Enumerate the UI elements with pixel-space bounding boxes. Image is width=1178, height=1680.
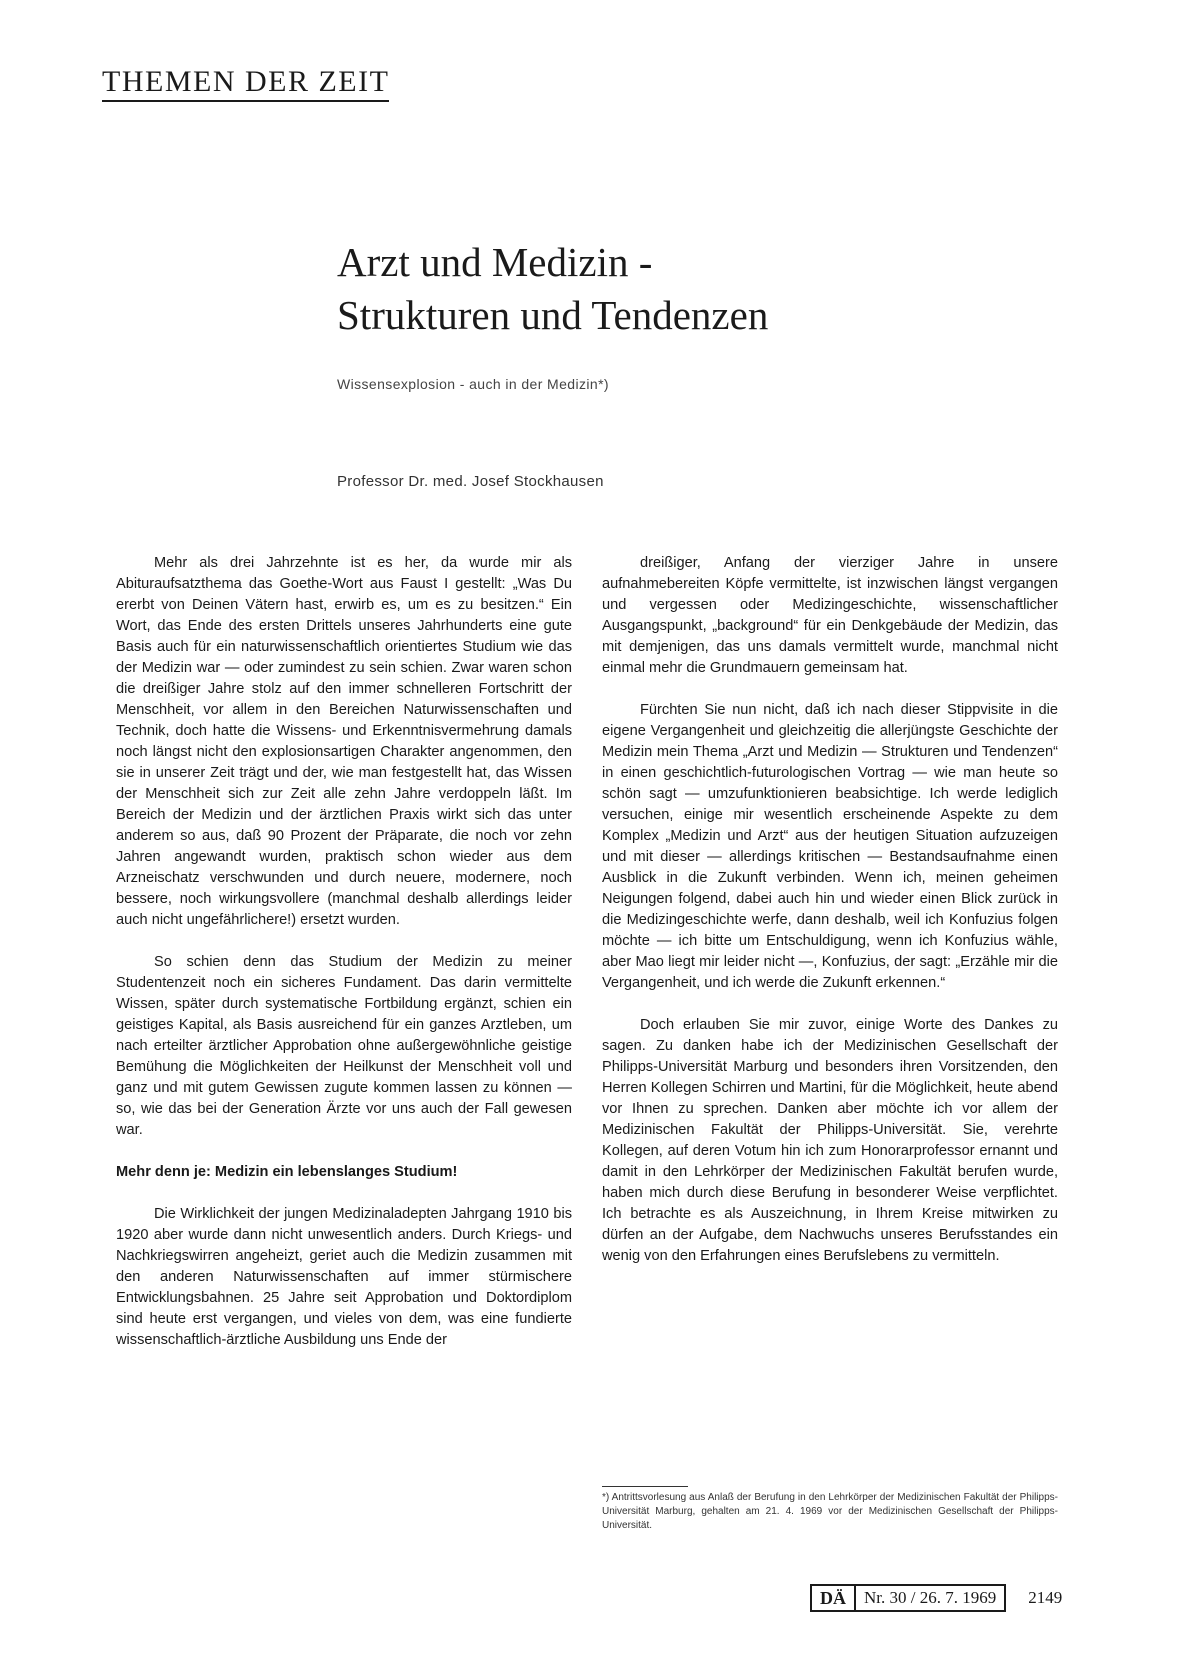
right-column (602, 553, 1058, 1288)
footnote-divider (602, 1486, 688, 1487)
left-column (116, 553, 572, 1372)
paragraph: So schien denn das Studium der Medizin zu meiner Studentenzeit noch ein sicheres Fundament. Das darin vermittelte Wissen, später durch systematische Fortbildung ergänzt, schien ein geistiges Kapital, als Basis ausreichend für ein ganzes Arztleben, um nach erteilter ärztlicher Approbation ohne außergewöhnliche geistige Bemühung die Möglichkeiten der Heilkunst der Menschheit voll und ganz und mit gutem Gewissen zugute kommen lassen zu können — so, wie das bei der Generation Ärzte vor uns auch der Fall gewesen war. (116, 954, 572, 1138)
footnote (602, 1486, 1058, 1533)
article-title (337, 236, 1037, 342)
section-heading: Mehr denn je: Medizin ein lebenslanges Studium! (116, 1164, 458, 1180)
paragraph: dreißiger, Anfang der vierziger Jahre in unsere aufnahmebereiten Köpfe vermittelte, ist inzwischen längst vergangen und vergessen oder Medizingeschichte, wissenschaftlicher Ausgangspunkt, „background“ für ein Denkgebäude der Medizin, das mit demjenigen, das uns damals vermittelt wurde, manchmal nicht einmal mehr die Grundmauern gemeinsam hat. (602, 555, 1058, 676)
article-author: Professor Dr. med. Josef Stockhausen (337, 473, 604, 490)
title-line-1: Arzt und Medizin - (337, 239, 653, 285)
section-header: THEMEN DER ZEIT (102, 66, 389, 102)
article-subtitle: Wissensexplosion - auch in der Medizin*) (337, 376, 609, 392)
paragraph: Fürchten Sie nun nicht, daß ich nach dieser Stippvisite in die eigene Vergangenheit und gleichzeitig die allerjüngste Geschichte der Medizin mein Thema „Arzt und Medizin — Strukturen und Tendenzen“ in einen geschichtlich-futurologischen Vortrag — wie man heute so schön sagt — umzufunktionieren beabsichtige. Ich werde lediglich versuchen, einige mir wesentlich erscheinende Aspekte zu dem Komplex „Medizin und Arzt“ aus der heutigen Situation aufzuzeigen und mit dieser — allerdings kritischen — Bestandsaufnahme einen Ausblick in die Zukunft verbinden. Wenn ich, meinen geheimen Neigungen folgend, dabei auch hin und wieder einen Blick zurück in die Medizingeschichte werfe, dann deshalb, weil ich Konfuzius folgen möchte — ich bitte um Entschuldigung, wenn ich Konfuzius wähle, aber Mao liegt mir leider nicht —, Konfuzius, der sagt: „Erzähle mir die Vergangenheit, und ich werde die Zukunft erkennen.“ (602, 702, 1058, 991)
page-number: 2149 (1028, 1588, 1063, 1607)
footnote-text: *) Antrittsvorlesung aus Anlaß der Berufung in den Lehrkörper der Medizinischen Fakultät der Philipps-Universität Marburg, gehalten am 21. 4. 1969 vor der Medizinischen Gesellschaft der Philipps-Universität. (602, 1492, 1058, 1531)
issue-info: Nr. 30 / 26. 7. 1969 (856, 1584, 1006, 1612)
paragraph: Mehr als drei Jahrzehnte ist es her, da wurde mir als Abituraufsatzthema das Goethe-Wort aus Faust I gestellt: „Was Du ererbt von Deinen Vätern hast, erwirb es, um es zu besitzen.“ Ein Wort, das Ende des ersten Drittels unseres Jahrhunderts eine gute Basis auch für ein naturwissenschaftlich orientiertes Studium wie das der Medizin war — oder zumindest zu sein schien. Zwar waren schon die dreißiger Jahre stolz auf den immer schnelleren Fortschritt der Menschheit, vor allem in den Bereichen Naturwissenschaften und Technik, doch hatte die Wissens- und Erkenntnisvermehrung damals noch längst nicht den explosionsartigen Charakter angenommen, den sie in unserer Zeit trägt und der, wie man festgestellt hat, das Wissen der Menschheit sich zur Zeit alle zehn Jahre verdoppeln läßt. Im Bereich der Medizin und der ärztlichen Praxis wirkt sich das unter anderem so aus, daß 90 Prozent der Präparate, die noch vor zehn Jahren angewandt wurden, praktisch schon wieder aus dem Arzneischatz verschwunden und durch neuere, modernere, noch bessere, noch wirkungsvollere (manchmal deshalb allerdings leider auch nicht ungefährlichere!) ersetzt wurden. (116, 555, 572, 928)
title-line-2: Strukturen und Tendenzen (337, 292, 769, 338)
page-footer (810, 1584, 1062, 1612)
paragraph: Doch erlauben Sie mir zuvor, einige Worte des Dankes zu sagen. Zu danken habe ich der Medizinischen Gesellschaft der Philipps-Universität Marburg und besonders ihren Vorsitzenden, den Herren Kollegen Schirren und Martini, für die Möglichkeit, heute abend vor Ihnen zu sprechen. Danken aber möchte ich vor allem der Medizinischen Fakultät der Philipps-Universität. Sie, verehrte Kollegen, auf deren Votum hin ich zum Honorarprofessor ernannt und damit in den Lehrkörper der Medizinischen Fakultät berufen wurde, haben mich durch diese Berufung in besonderer Weise verpflichtet. Ich betrachte es als Auszeichnung, in Ihrem Kreise mitwirken zu dürfen an der Aufgabe, dem Nachwuchs unseres Berufsstandes ein wenig von den Erfahrungen eines Berufslebens zu vermitteln. (602, 1017, 1058, 1264)
paragraph: Die Wirklichkeit der jungen Medizinaladepten Jahrgang 1910 bis 1920 aber wurde dann nicht unwesentlich anders. Durch Kriegs- und Nachkriegswirren angeheizt, geriet auch die Medizin zusammen mit den anderen Naturwissenschaften auf immer stürmischere Entwicklungsbahnen. 25 Jahre seit Approbation und Doktordiplom sind heute erst vergangen, und vieles von dem, was eine fundierte wissenschaftlich-ärztliche Ausbildung uns Ende der (116, 1206, 572, 1348)
journal-logo: DÄ (810, 1584, 856, 1612)
